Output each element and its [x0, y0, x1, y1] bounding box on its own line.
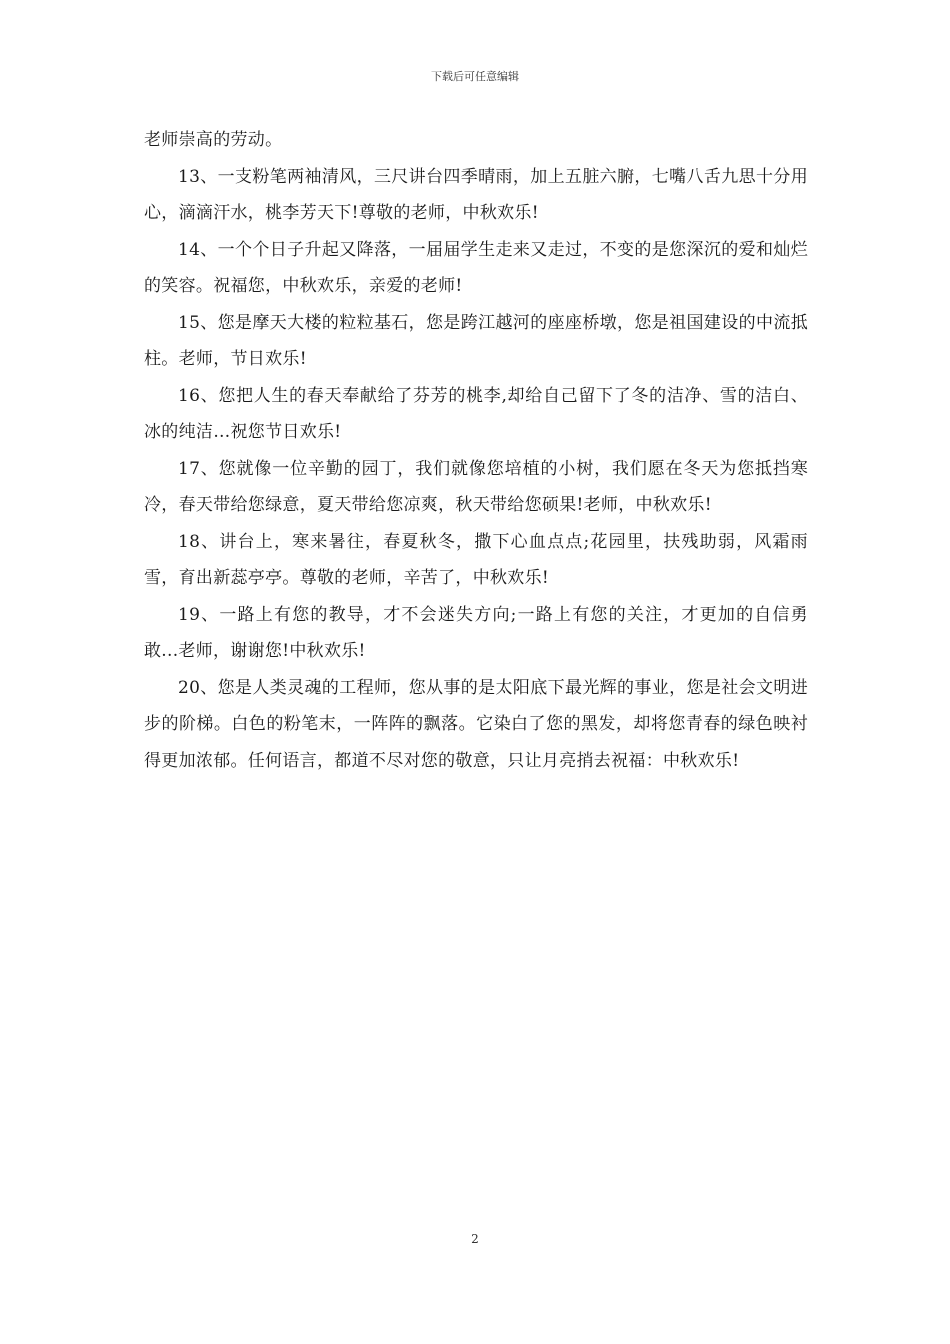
- page-header: 下载后可任意编辑: [431, 70, 519, 83]
- paragraph-16: 16、您把人生的春天奉献给了芬芳的桃李,却给自己留下了冬的洁净、雪的洁白、冰的纯洁…祝您节日欢乐!: [144, 385, 808, 442]
- paragraph-13: 13、一支粉笔两袖清风，三尺讲台四季晴雨，加上五脏六腑，七嘴八舌九思十分用心，滴滴汗水，桃李芳天下!尊敬的老师，中秋欢乐!: [144, 166, 808, 223]
- paragraph-continuation: 老师崇高的劳动。: [144, 130, 283, 150]
- paragraph-15: 15、您是摩天大楼的粒粒基石，您是跨江越河的座座桥墩，您是祖国建设的中流抵柱。老师，节日欢乐!: [144, 312, 808, 369]
- document-body: [144, 122, 808, 779]
- page-number: 2: [471, 1232, 479, 1246]
- paragraph-17: 17、您就像一位辛勤的园丁，我们就像您培植的小树，我们愿在冬天为您抵挡寒冷，春天带给您绿意，夏天带给您凉爽，秋天带给您硕果!老师，中秋欢乐!: [144, 458, 808, 515]
- paragraph-18: 18、讲台上，寒来暑往，春夏秋冬，撒下心血点点;花园里，扶残助弱，风霜雨雪，育出新蕊亭亭。尊敬的老师，辛苦了，中秋欢乐!: [144, 531, 808, 588]
- paragraph-20: 20、您是人类灵魂的工程师，您从事的是太阳底下最光辉的事业，您是社会文明进步的阶梯。白色的粉笔末，一阵阵的飘落。它染白了您的黑发，却将您青春的绿色映衬得更加浓郁。任何语言，都道不尽对您的敬意，只让月亮捎去祝福：中秋欢乐!: [144, 677, 808, 771]
- paragraph-14: 14、一个个日子升起又降落，一届届学生走来又走过，不变的是您深沉的爱和灿烂的笑容。祝福您，中秋欢乐，亲爱的老师!: [144, 239, 808, 296]
- paragraph-19: 19、一路上有您的教导，才不会迷失方向;一路上有您的关注，才更加的自信勇敢...老师，谢谢您!中秋欢乐!: [144, 604, 808, 661]
